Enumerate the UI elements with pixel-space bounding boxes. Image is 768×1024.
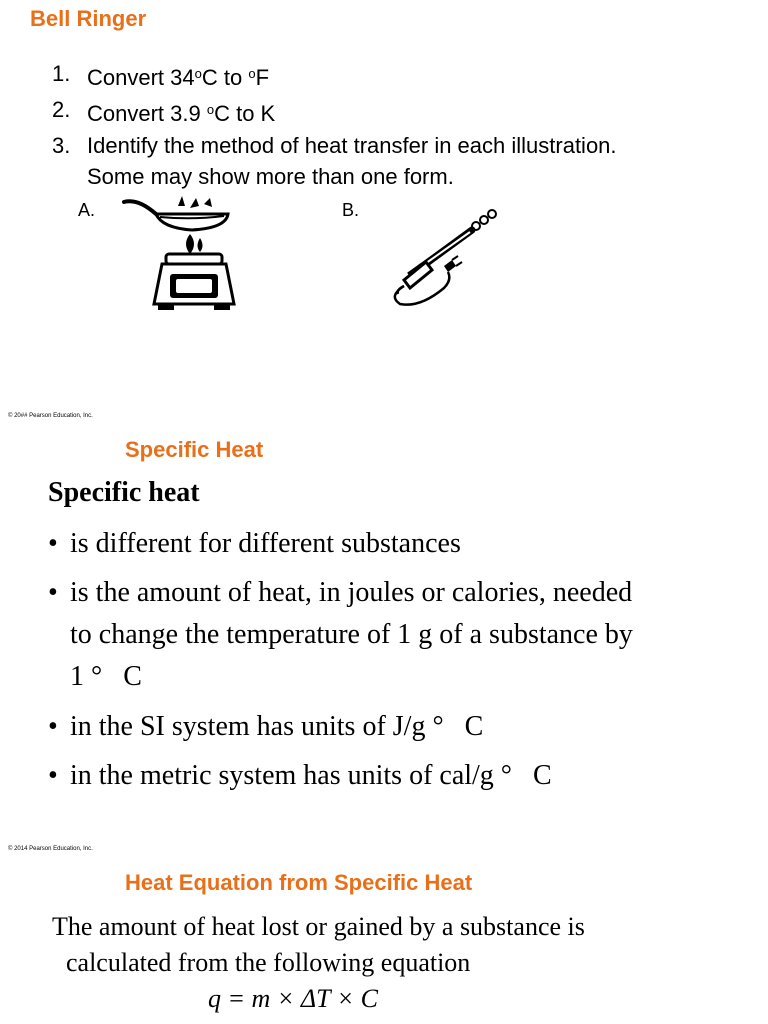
question-text: Identify the method of heat transfer in each illustration.: [87, 133, 617, 158]
bullet-text: to change the temperature of 1 g of a substance by: [70, 619, 633, 650]
illustration-label-b: B.: [342, 200, 360, 220]
section-heading: Specific heat: [48, 477, 200, 508]
bullet-text: is the amount of heat, in joules or calories, needed: [70, 577, 633, 608]
bullet-marker: •: [48, 577, 58, 608]
question-number: 3.: [52, 133, 71, 158]
bell-ringer-slide: [0, 0, 768, 425]
question-number: 2.: [52, 97, 71, 122]
curling-iron-illustration: [386, 204, 504, 308]
pan-on-stove-illustration: [120, 192, 240, 314]
heat-equation-slide: [0, 850, 768, 1024]
slide-title: Specific Heat: [125, 437, 264, 462]
body-text: The amount of heat lost or gained by a substance is: [52, 912, 585, 941]
question-number: 1.: [52, 61, 71, 86]
question-text: Some may show more than one form.: [87, 164, 454, 189]
specific-heat-slide: [0, 425, 768, 850]
copyright-note: © 2014 Pearson Education, Inc.: [8, 846, 93, 852]
illustration-label-a: A.: [78, 200, 96, 220]
bullet-text: in the SI system has units of J/g ° C: [70, 711, 484, 742]
question-text: Convert 34$^o$C to $^o$F: [87, 65, 270, 90]
bullet-text: 1 ° C: [70, 661, 142, 692]
slide-title: Bell Ringer: [30, 6, 147, 31]
slide-title: Heat Equation from Specific Heat: [125, 870, 473, 895]
heat-equation: q = m × ΔT × C: [208, 984, 379, 1013]
bullet-text: is different for different substances: [70, 528, 461, 559]
bullet-marker: •: [48, 711, 58, 742]
copyright-note: © 20## Pearson Education, Inc.: [8, 413, 93, 419]
question-text: Convert 3.9 $^o$C to K: [87, 101, 276, 126]
bullet-marker: •: [48, 528, 58, 559]
bullet-marker: •: [48, 760, 58, 791]
body-text: calculated from the following equation: [66, 948, 471, 977]
bullet-text: in the metric system has units of cal/g ° C: [70, 760, 552, 791]
